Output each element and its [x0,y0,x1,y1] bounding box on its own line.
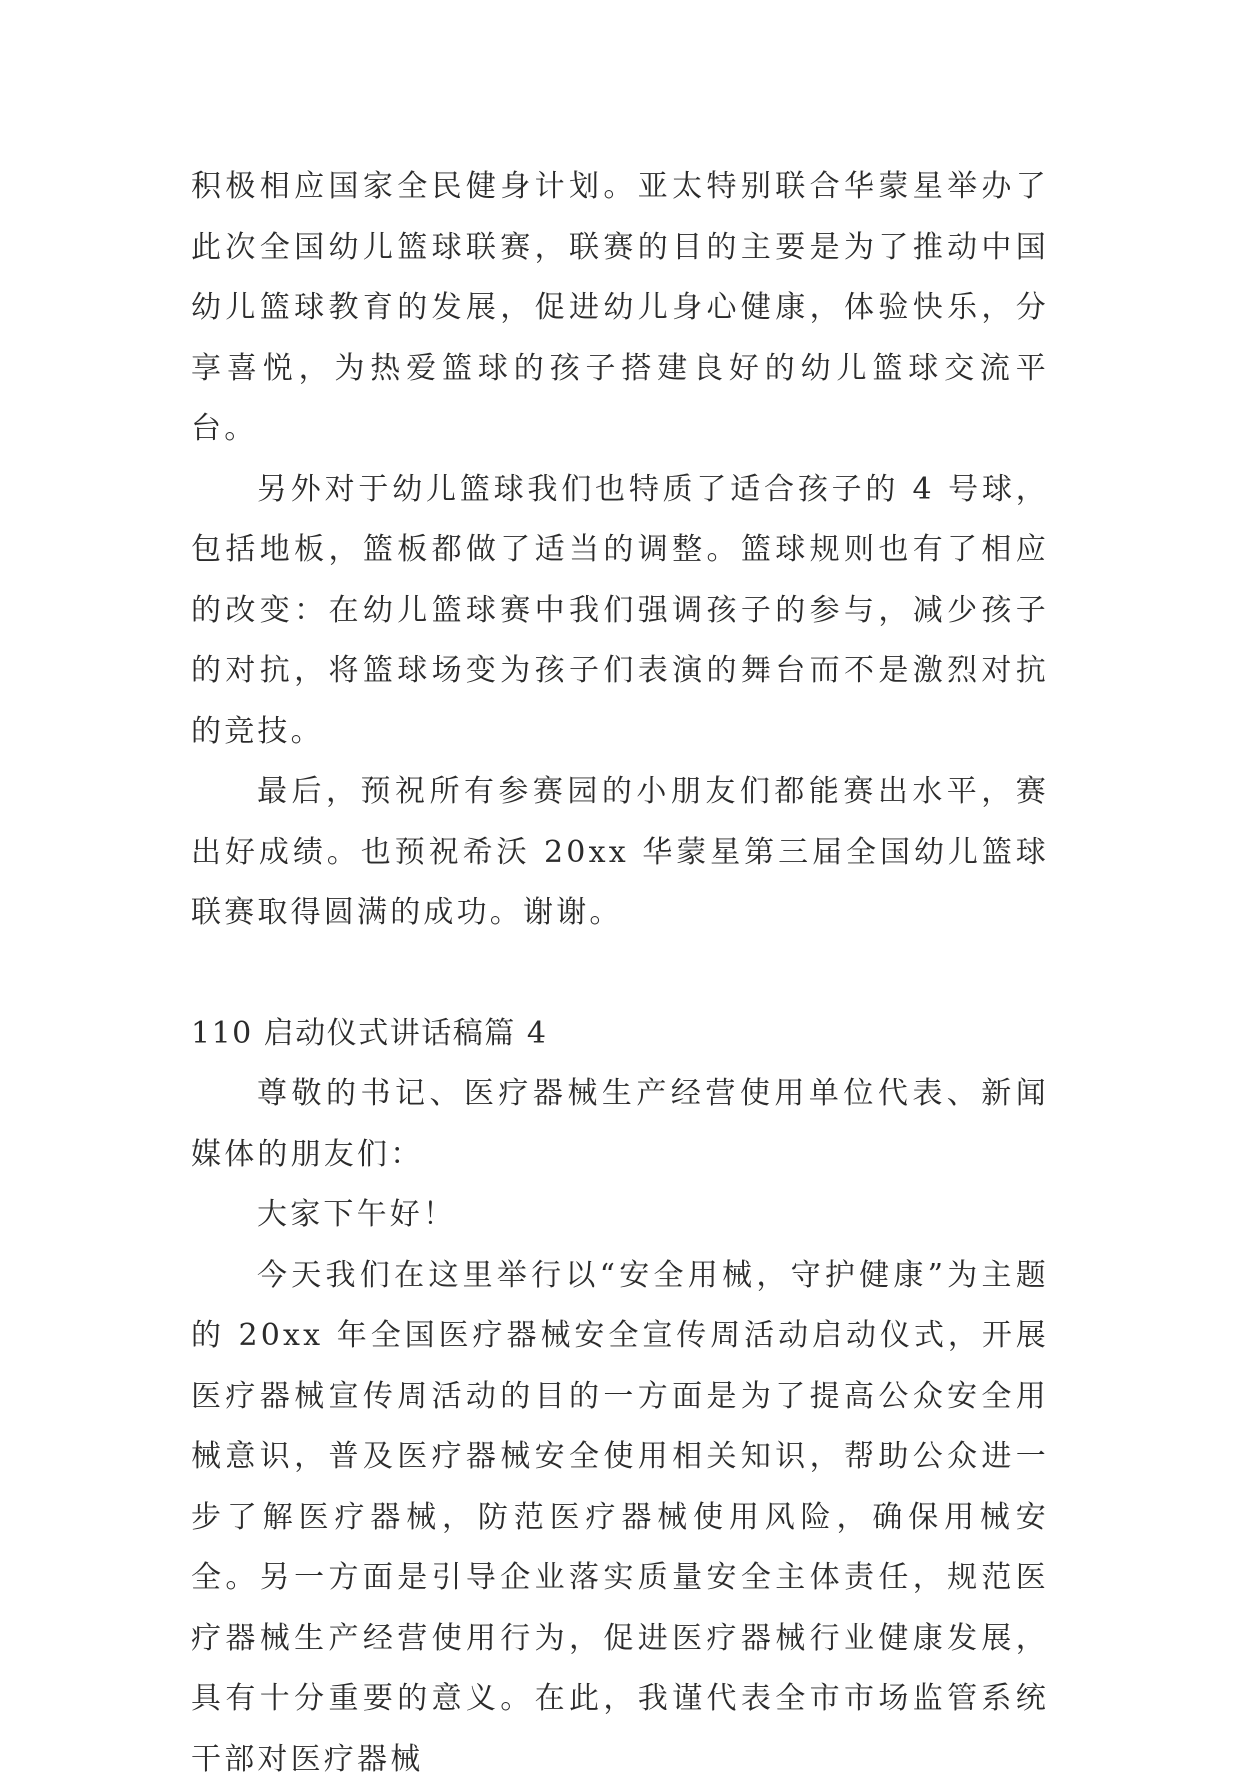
paragraph-continuation: 积极相应国家全民健身计划。亚太特别联合华蒙星举办了此次全国幼儿篮球联赛，联赛的目的主要是为了推动中国幼儿篮球教育的发展，促进幼儿身心健康，体验快乐，分享喜悦，为热爱篮球的孩子搭建良好的幼儿篮球交流平台。 [191,157,1049,460]
paragraph-salutation: 尊敬的书记、医疗器械生产经营使用单位代表、新闻媒体的朋友们： [191,1064,1049,1185]
paragraph-greeting: 大家下午好！ [191,1185,1049,1246]
paragraph-closing-wishes: 最后，预祝所有参赛园的小朋友们都能赛出水平，赛出好成绩。也预祝希沃 20xx 华蒙星第三届全国幼儿篮球联赛取得圆满的成功。谢谢。 [191,762,1049,944]
document-body [191,157,1049,1790]
section-title: 110 启动仪式讲话稿篇 4 [191,1004,1049,1065]
paragraph-basketball-rules: 另外对于幼儿篮球我们也特质了适合孩子的 4 号球，包括地板，篮板都做了适当的调整。篮球规则也有了相应的改变：在幼儿篮球赛中我们强调孩子的参与，减少孩子的对抗，将篮球场变为孩子们表演的舞台而不是激烈对抗的竞技。 [191,460,1049,763]
paragraph-speech-body: 今天我们在这里举行以“安全用械，守护健康”为主题的 20xx 年全国医疗器械安全宣传周活动启动仪式，开展医疗器械宣传周活动的目的一方面是为了提高公众安全用械意识，普及医疗器械安全使用相关知识，帮助公众进一步了解医疗器械，防范医疗器械使用风险，确保用械安全。另一方面是引导企业落实质量安全主体责任，规范医疗器械生产经营使用行为，促进医疗器械行业健康发展，具有十分重要的意义。在此，我谨代表全市市场监管系统干部对医疗器械 [191,1246,1049,1790]
